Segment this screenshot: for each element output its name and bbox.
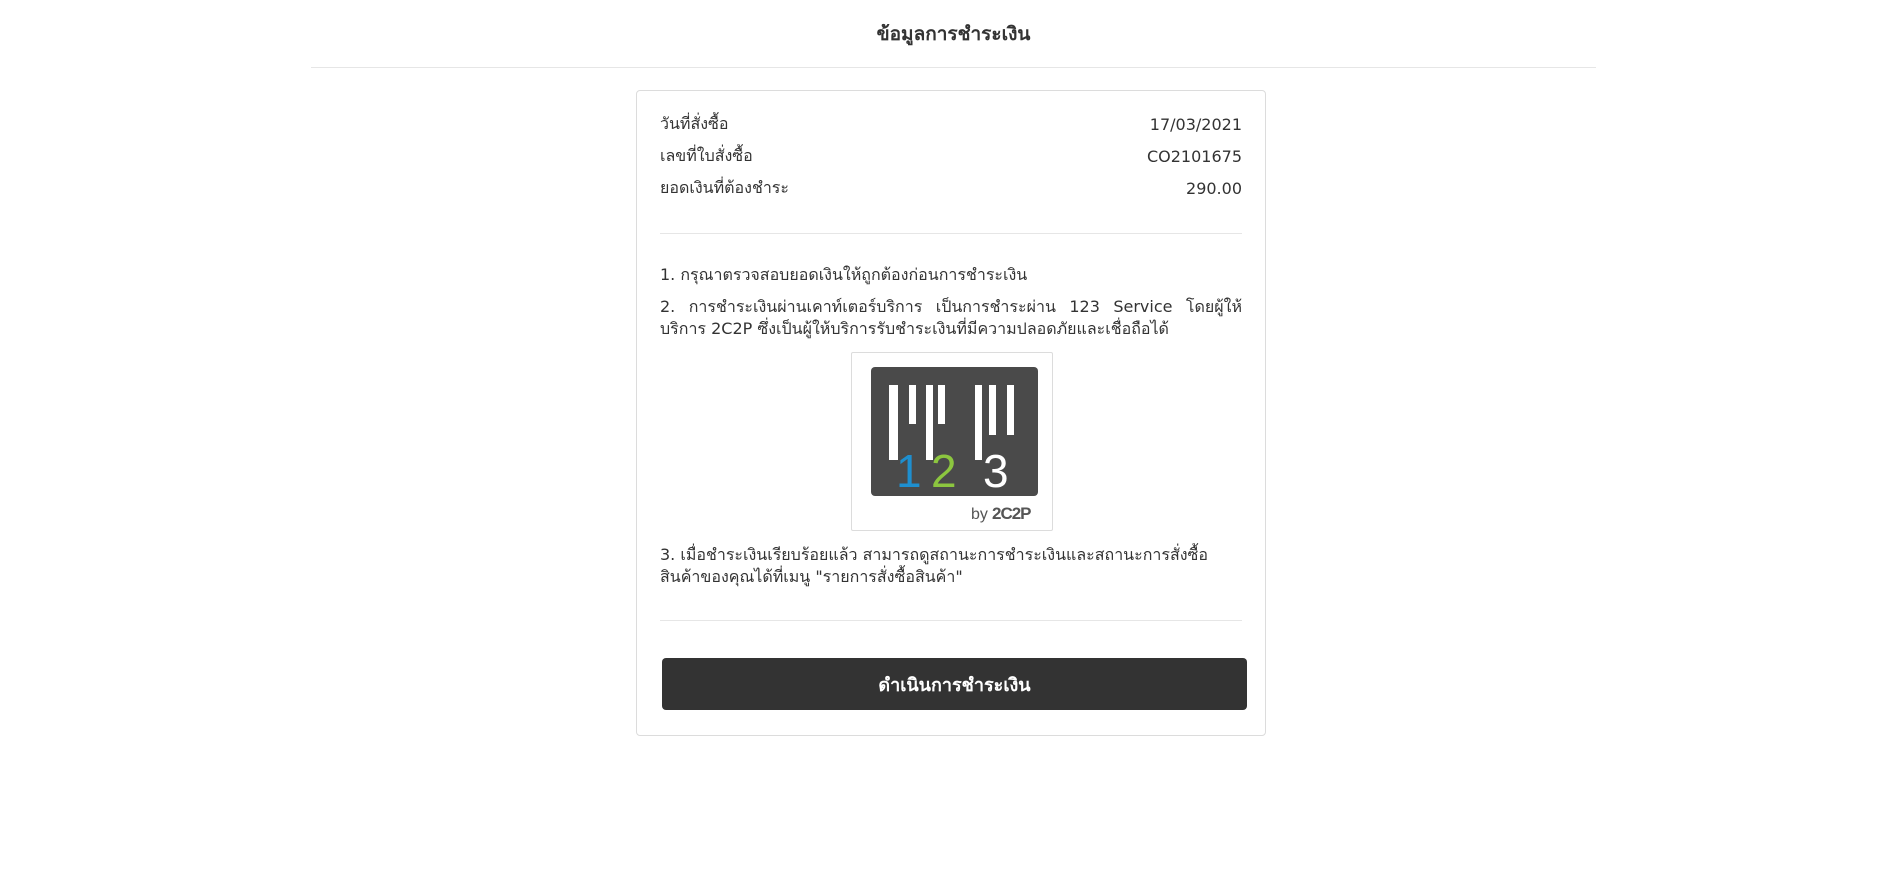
svg-text:2C2P: 2C2P (992, 504, 1031, 523)
amount-due-label: ยอดเงินที่ต้องชำระ (660, 177, 789, 197)
page-header (311, 0, 1596, 68)
svg-text:by: by (971, 506, 988, 523)
amount-due-row (660, 175, 1242, 201)
order-date-value: 17/03/2021 (1149, 114, 1242, 134)
instruction-step-2: 2. การชำระเงินผ่านเคาท์เตอร์บริการ เป็นการชำระผ่าน 123 Service โดยผู้ให้บริการ 2C2P ซึ่งเป็นผู้ให้บริการรับชำระเงินที่มีความปลอดภัยและเชื่อถือได้ (660, 297, 1242, 338)
instruction-step-1: 1. กรุณาตรวจสอบยอดเงินให้ถูกต้องก่อนการชำระเงิน (660, 265, 1028, 284)
order-number-label: เลขที่ใบสั่งซื้อ (660, 145, 753, 165)
svg-text:2: 2 (931, 445, 957, 497)
123-by-2c2p-logo-icon (852, 353, 1052, 530)
svg-text:1: 1 (896, 445, 922, 497)
proceed-payment-button[interactable]: ดำเนินการชำระเงิน (662, 658, 1247, 710)
divider (660, 620, 1242, 621)
amount-due-value: 290.00 (1186, 178, 1242, 198)
svg-text:3: 3 (983, 445, 1009, 497)
order-date-label: วันที่สั่งซื้อ (660, 113, 729, 133)
divider (660, 233, 1242, 234)
payment-card (636, 90, 1266, 736)
page-title: ข้อมูลการชำระเงิน (876, 22, 1031, 45)
order-number-value: CO2101675 (1146, 146, 1242, 166)
order-date-row (660, 111, 1242, 137)
order-number-row (660, 143, 1242, 169)
instruction-step-3: 3. เมื่อชำระเงินเรียบร้อยแล้ว สามารถดูสถานะการชำระเงินและสถานะการสั่งซื้อสินค้าของคุณได้ที่เมนู "รายการสั่งซื้อสินค้า" (660, 545, 1209, 586)
123-service-logo (851, 352, 1053, 531)
